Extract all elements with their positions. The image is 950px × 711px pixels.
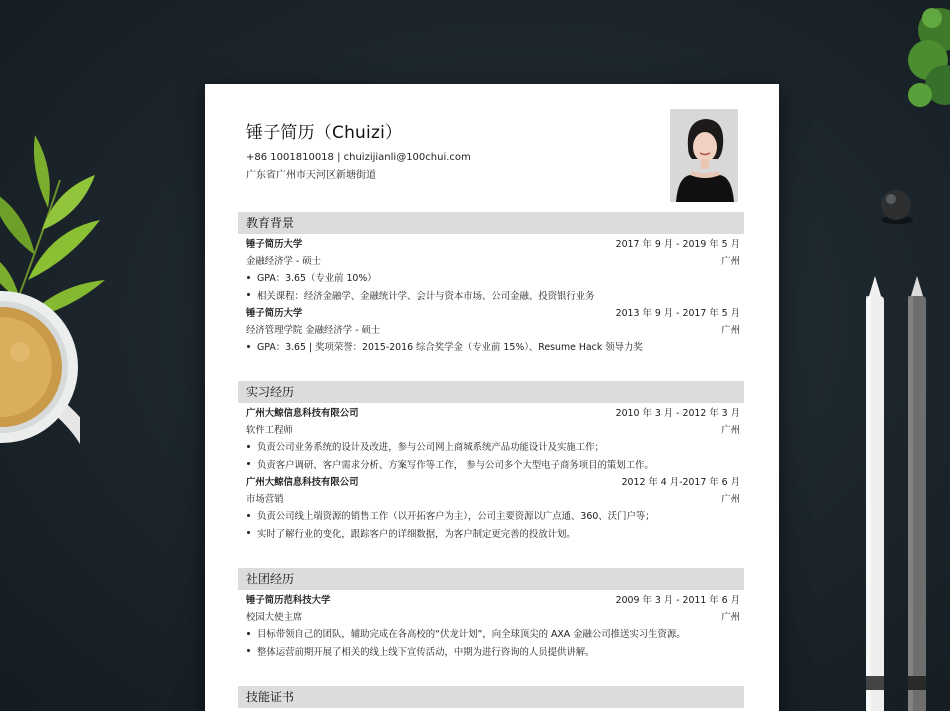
bullet-item (246, 338, 740, 355)
bullet-text: 相关课程：经济金融学、金融统计学、会计与资本市场、公司金融、投资银行业务 (257, 290, 595, 302)
bullet-text: 整体运营前期开展了相关的线上线下宣传活动，中期为进行咨询的人员提供讲解。 (257, 646, 595, 658)
magnet-knob-icon (876, 186, 916, 226)
entry-subheader (246, 489, 740, 506)
entry-subheader (246, 607, 740, 624)
bullet-text: 负责客户调研、客户需求分析、方案写作等工作， 参与公司多个大型电子商务项目的策划工作。 (257, 459, 654, 471)
entry-location: 广州 (721, 255, 740, 267)
entry-role: 经济管理学院 金融经济学 - 硕士 (246, 325, 381, 337)
entry-date: 2017 年 9 月 - 2019 年 5 月 (615, 238, 740, 250)
resume-page (205, 84, 779, 711)
entry-header (246, 403, 740, 420)
entry-subheader (246, 320, 740, 337)
entry-org: 广州大鲸信息科技有限公司 (246, 407, 359, 419)
bullet-text: GPA：3.65 | 奖项荣誉：2015-2016 综合奖学金（专业前 15%）、Resume Hack 领导力奖 (257, 342, 643, 354)
grey-pen-icon (904, 276, 930, 711)
profile-photo (670, 109, 738, 202)
bullet-item (246, 625, 740, 642)
contact-info: +86 1001810018 | chuizijianli@100chui.com (246, 152, 471, 163)
bullet-item (246, 269, 740, 286)
entry-header (246, 303, 740, 320)
bullet-text: 负责公司业务系统的设计及改进，参与公司网上商城系统产品功能设计及实施工作； (257, 442, 604, 454)
bullet-text: GPA：3.65（专业前 10%） (257, 273, 377, 285)
bullet-item (246, 524, 740, 541)
white-pen-icon (862, 276, 888, 711)
entry-org: 锤子简历大学 (246, 238, 303, 250)
section-title: 社团经历 (238, 568, 744, 590)
section-internship (238, 381, 744, 541)
entry-location: 广州 (721, 325, 740, 337)
bullet-item (246, 507, 740, 524)
plant-icon (900, 0, 950, 130)
section-education (238, 212, 744, 355)
resume-header (246, 120, 666, 183)
section-skills (238, 686, 744, 708)
entry-location: 广州 (721, 424, 740, 436)
entry-location: 广州 (721, 611, 740, 623)
portrait-icon (670, 109, 738, 202)
bullet-text: 负责公司线上端资源的销售工作（以开拓客户为主），公司主要资源以广点通、360、沃门户等； (257, 511, 655, 523)
entry-subheader (246, 420, 740, 437)
entry-date: 2013 年 9 月 - 2017 年 5 月 (615, 307, 740, 319)
bullet-item (246, 642, 740, 659)
entry-org: 广州大鲸信息科技有限公司 (246, 476, 359, 488)
section-club (238, 568, 744, 659)
address: 广东省广州市天河区新塘街道 (246, 170, 376, 181)
entry-location: 广州 (721, 494, 740, 506)
entry-org: 锤子简历范科技大学 (246, 594, 331, 606)
resume-name: 锤子简历（Chuizi） (246, 123, 403, 143)
entry-date: 2009 年 3 月 - 2011 年 6 月 (615, 594, 740, 606)
entry-date: 2012 年 4 月-2017 年 6 月 (621, 476, 740, 488)
section-title: 实习经历 (238, 381, 744, 403)
bullet-text: 目标带领自己的团队，辅助完成在各高校的“伏龙计划”，向全球顶尖的 AXA 金融公司推送实习生资源。 (257, 629, 686, 641)
bullet-item (246, 455, 740, 472)
entry-org: 锤子简历大学 (246, 307, 303, 319)
bullet-text: 实时了解行业的变化，跟踪客户的详细数据，为客户制定更完善的投放计划。 (257, 528, 576, 540)
entry-header (246, 234, 740, 251)
bullet-item (246, 286, 740, 303)
entry-role: 金融经济学 - 硕士 (246, 255, 321, 267)
bullet-item (246, 438, 740, 455)
entry-role: 软件工程师 (246, 424, 293, 436)
section-title: 技能证书 (238, 686, 744, 708)
entry-role: 市场营销 (246, 494, 284, 506)
entry-header (246, 590, 740, 607)
entry-role: 校园大使主席 (246, 611, 303, 623)
coffee-cup-icon (0, 282, 80, 452)
entry-header (246, 472, 740, 489)
entry-date: 2010 年 3 月 - 2012 年 3 月 (615, 407, 740, 419)
entry-subheader (246, 251, 740, 268)
section-title: 教育背景 (238, 212, 744, 234)
